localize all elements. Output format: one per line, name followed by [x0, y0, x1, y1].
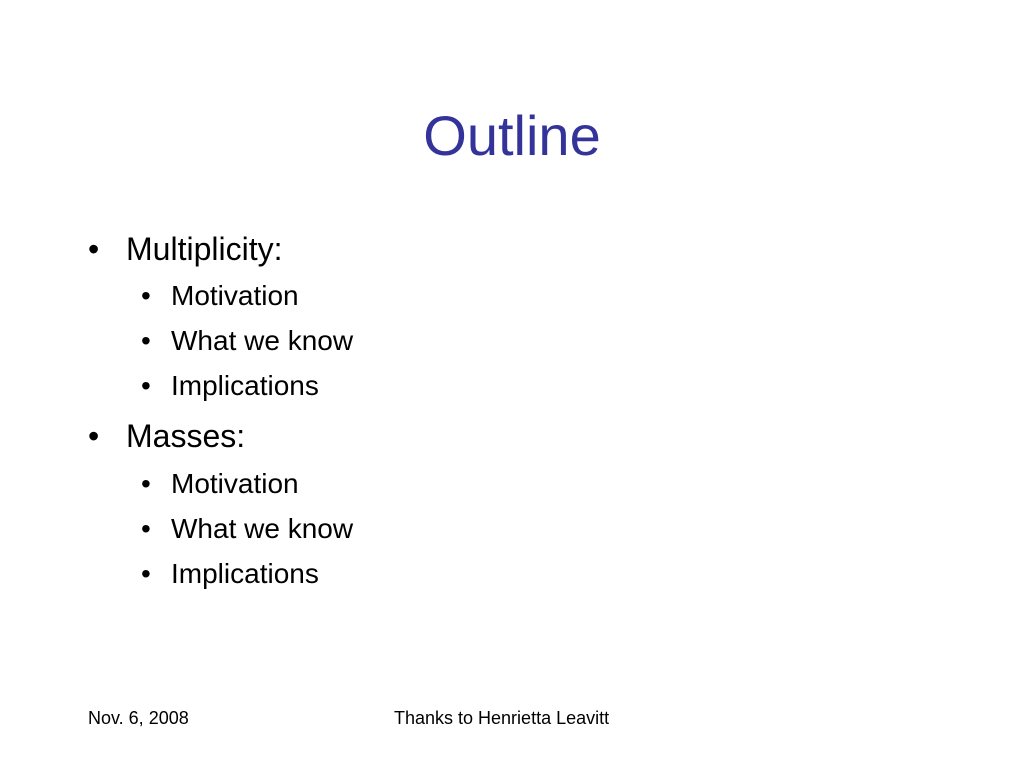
- section-masses: [88, 416, 246, 456]
- bullet-icon: •: [141, 468, 151, 499]
- bullet-icon: •: [88, 418, 100, 454]
- section-label: Masses:: [126, 418, 246, 454]
- list-item-label: Motivation: [171, 280, 299, 311]
- bullet-icon: •: [88, 231, 100, 267]
- bullet-icon: •: [141, 280, 151, 311]
- list-item-label: What we know: [171, 513, 354, 544]
- list-item: [141, 511, 354, 547]
- bullet-icon: •: [141, 370, 151, 401]
- slide-title: Outline: [423, 104, 601, 167]
- list-item-label: Motivation: [171, 468, 299, 499]
- list-item: [141, 466, 299, 502]
- list-item: [141, 368, 319, 404]
- list-item: [141, 323, 354, 359]
- bullet-icon: •: [141, 325, 151, 356]
- footer-text: Thanks to Henrietta Leavitt: [394, 708, 610, 728]
- list-item: [141, 278, 299, 314]
- list-item-label: What we know: [171, 325, 354, 356]
- section-multiplicity: [88, 229, 283, 269]
- bullet-icon: •: [141, 558, 151, 589]
- section-label: Multiplicity:: [126, 231, 283, 267]
- bullet-icon: •: [141, 513, 151, 544]
- list-item: [141, 556, 319, 592]
- list-item-label: Implications: [171, 558, 319, 589]
- footer-date: Nov. 6, 2008: [88, 708, 189, 728]
- list-item-label: Implications: [171, 370, 319, 401]
